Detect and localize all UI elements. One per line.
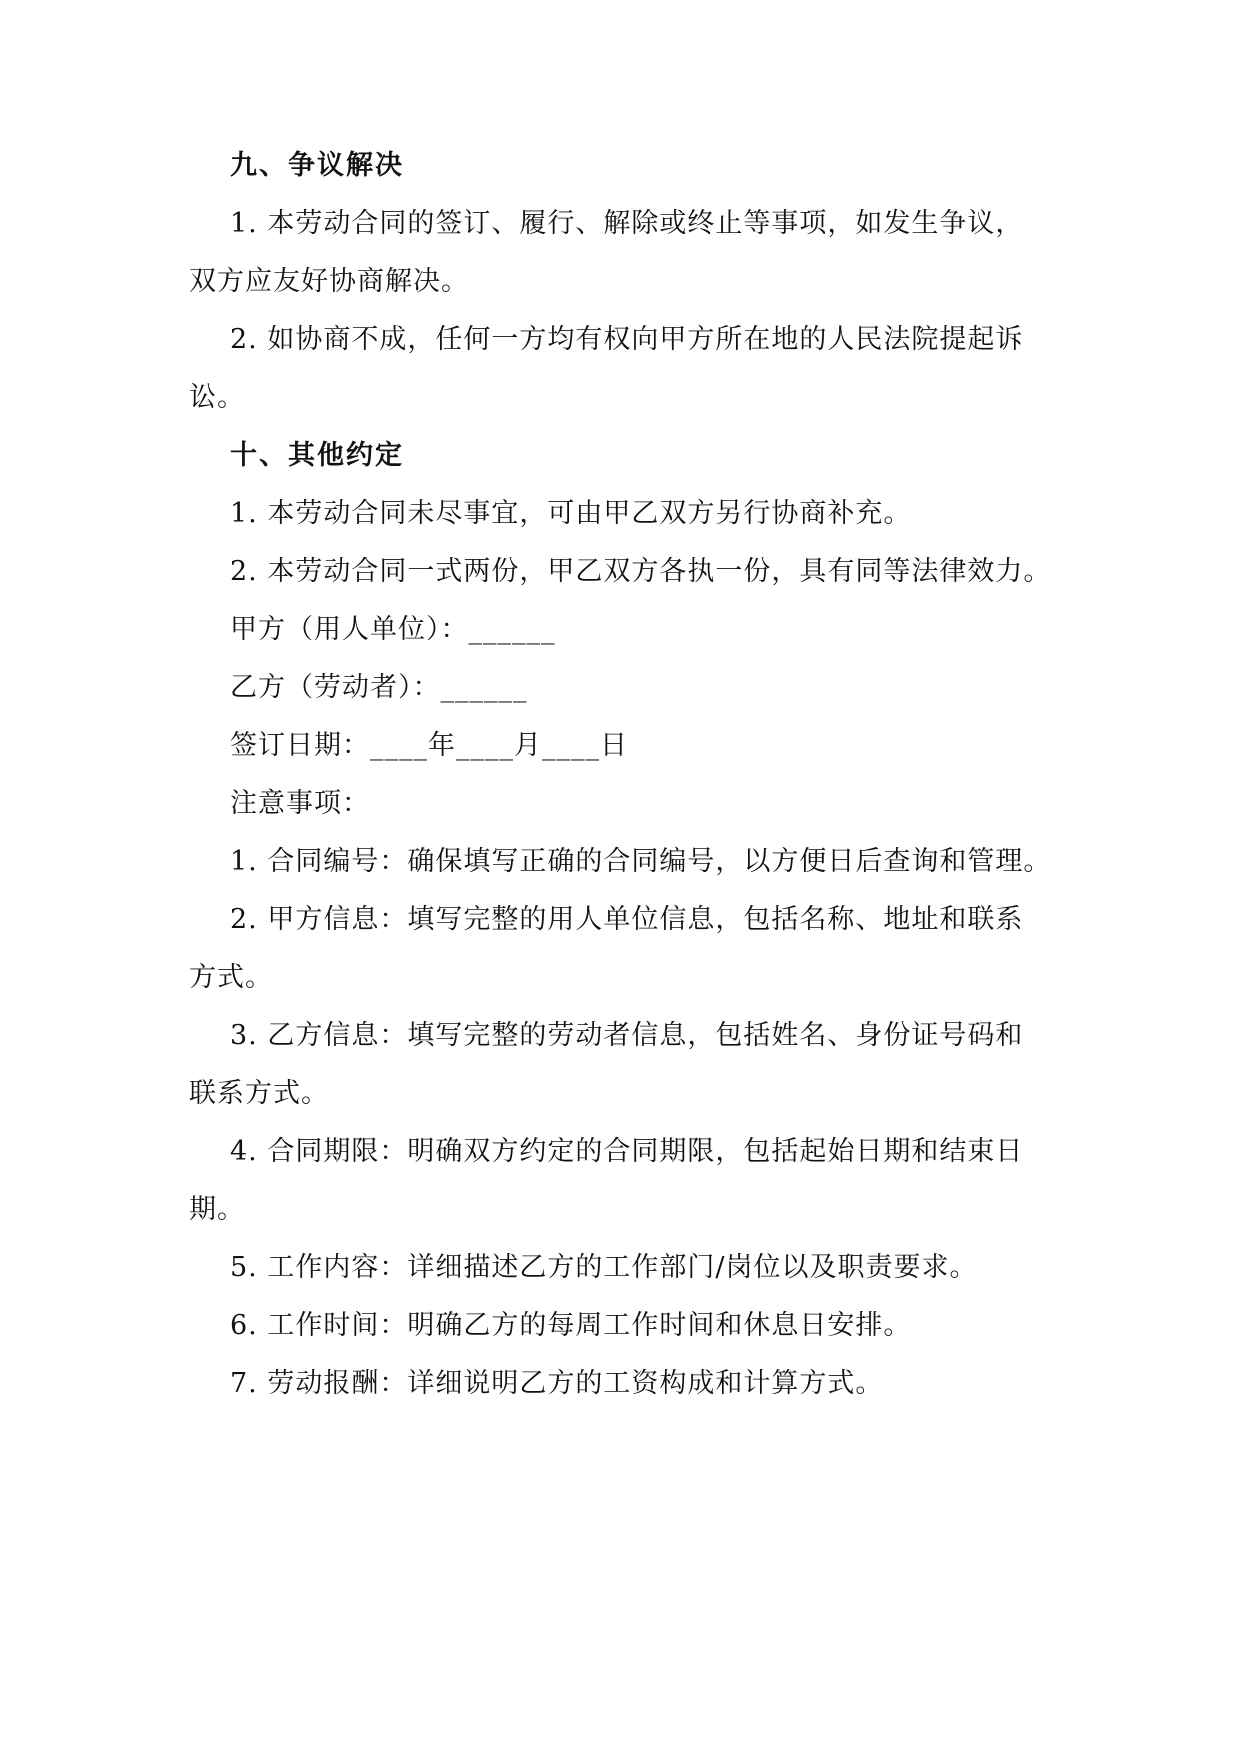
note-item-3-cont: 联系方式。 — [189, 1078, 329, 1109]
paragraph-other-item-2: 2. 本劳动合同一式两份，甲乙双方各执一份，具有同等法律效力。 — [230, 556, 1052, 587]
paragraph-dispute-item-1: 1. 本劳动合同的签订、履行、解除或终止等事项，如发生争议， — [230, 208, 1024, 239]
note-item-2-cont: 方式。 — [189, 962, 273, 993]
note-item-1: 1. 合同编号：确保填写正确的合同编号，以方便日后查询和管理。 — [230, 846, 1052, 877]
party-b-field: 乙方（劳动者）：______ — [230, 672, 528, 703]
note-item-4: 4. 合同期限：明确双方约定的合同期限，包括起始日期和结束日 — [230, 1136, 1024, 1167]
section-heading-dispute-resolution: 九、争议解决 — [230, 150, 404, 181]
note-item-6: 6. 工作时间：明确乙方的每周工作时间和休息日安排。 — [230, 1310, 912, 1341]
paragraph-other-item-1: 1. 本劳动合同未尽事宜，可由甲乙双方另行协商补充。 — [230, 498, 912, 529]
note-item-3: 3. 乙方信息：填写完整的劳动者信息，包括姓名、身份证号码和 — [230, 1020, 1024, 1051]
notes-title: 注意事项： — [230, 788, 370, 819]
paragraph-dispute-item-2: 2. 如协商不成，任何一方均有权向甲方所在地的人民法院提起诉 — [230, 324, 1024, 355]
section-heading-other-agreements: 十、其他约定 — [230, 440, 404, 471]
party-a-field: 甲方（用人单位）：______ — [230, 614, 556, 645]
note-item-4-cont: 期。 — [189, 1194, 245, 1225]
note-item-2: 2. 甲方信息：填写完整的用人单位信息，包括名称、地址和联系 — [230, 904, 1024, 935]
paragraph-dispute-item-1-cont: 双方应友好协商解决。 — [189, 266, 469, 297]
note-item-7: 7. 劳动报酬：详细说明乙方的工资构成和计算方式。 — [230, 1368, 884, 1399]
sign-date-field: 签订日期：____年____月____日 — [230, 730, 628, 761]
paragraph-dispute-item-2-cont: 讼。 — [189, 382, 245, 413]
note-item-5: 5. 工作内容：详细描述乙方的工作部门/岗位以及职责要求。 — [230, 1252, 978, 1283]
